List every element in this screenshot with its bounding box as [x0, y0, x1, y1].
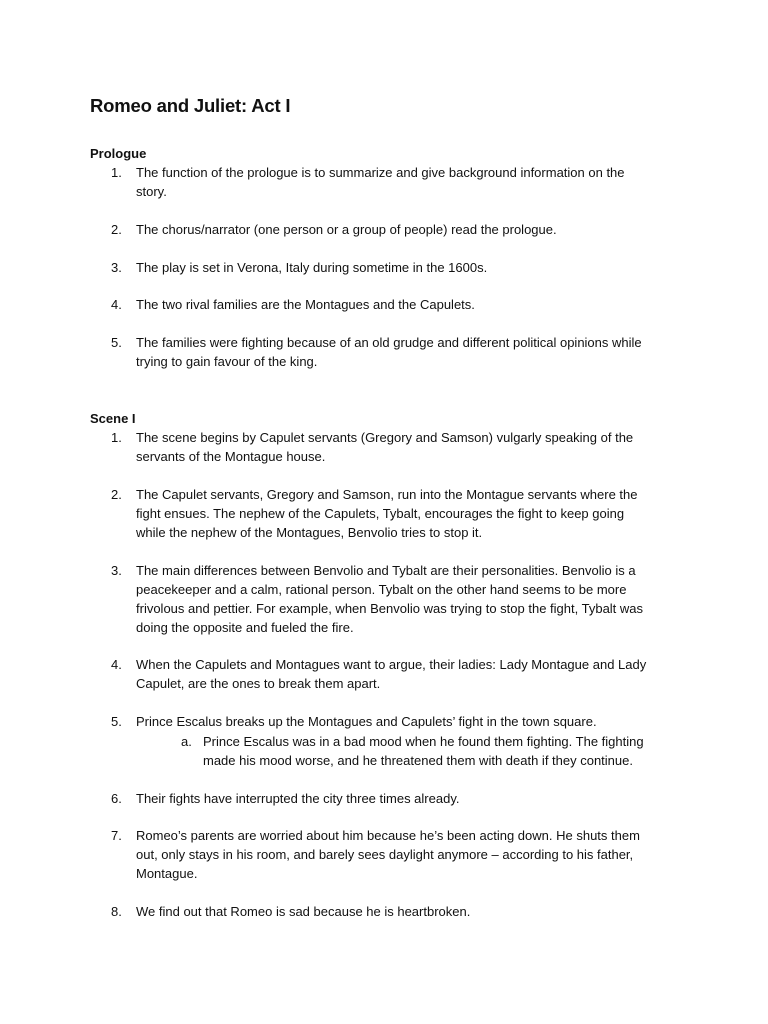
list-letter: a. [181, 734, 192, 749]
list-item-text [136, 561, 684, 637]
list-number: 1. [111, 165, 122, 180]
text-line: The scene begins by Capulet servants (Gregory and Samson) vulgarly speaking of the [136, 430, 634, 445]
text-line: The function of the prologue is to summarize and give background information on the [136, 165, 625, 180]
list-number: 5. [111, 335, 122, 350]
list-number: 5. [111, 714, 122, 729]
list-item-text [136, 258, 684, 277]
list-number: 2. [111, 222, 122, 237]
list-number: 4. [111, 657, 122, 672]
page-title: Romeo and Juliet: Act I [90, 95, 291, 116]
text-line: frivolous and pettier. For example, when Benvolio was trying to stop the fight, Tybalt was [136, 601, 644, 616]
list-number: 1. [111, 430, 122, 445]
text-line: while the nephew of the Montagues, Benvolio tries to stop it. [136, 525, 483, 540]
list-number: 7. [111, 828, 122, 843]
list-number: 6. [111, 791, 122, 806]
text-line: When the Capulets and Montagues want to argue, their ladies: Lady Montague and Lady [136, 657, 647, 672]
text-line: The play is set in Verona, Italy during sometime in the 1600s. [136, 260, 488, 275]
text-line: The Capulet servants, Gregory and Samson, run into the Montague servants where the [136, 487, 638, 502]
text-line: Their fights have interrupted the city three times already. [136, 791, 460, 806]
list-item-text [136, 333, 684, 371]
text-line: The families were fighting because of an old grudge and different political opinions while [136, 335, 642, 350]
text-line: fight ensues. The nephew of the Capulets, Tybalt, encourages the fight to keep going [136, 506, 625, 521]
text-line: story. [136, 184, 167, 199]
list-item-text [136, 655, 684, 693]
list-item-text [136, 712, 684, 731]
list-item-text [136, 789, 684, 808]
text-line: Montague. [136, 866, 198, 881]
list-item-text [203, 732, 683, 770]
list-item-text [136, 485, 684, 542]
text-line: peacekeeper and a calm, rational person. Tybalt on the other hand seems to be more [136, 582, 627, 597]
list-number: 4. [111, 297, 122, 312]
text-line: trying to gain favour of the king. [136, 354, 318, 369]
text-line: Capulet, are the ones to break them apart. [136, 676, 381, 691]
text-line: doing the opposite and fueled the fire. [136, 620, 354, 635]
list-item-text [136, 826, 684, 883]
text-line: out, only stays in his room, and barely sees daylight anymore – according to his father, [136, 847, 634, 862]
text-line: The chorus/narrator (one person or a group of people) read the prologue. [136, 222, 557, 237]
list-number: 2. [111, 487, 122, 502]
list-item-text [136, 902, 684, 921]
text-line: Romeo’s parents are worried about him because he’s been acting down. He shuts them [136, 828, 640, 843]
text-line: The main differences between Benvolio and Tybalt are their personalities. Benvolio is a [136, 563, 636, 578]
list-item-text [136, 295, 684, 314]
text-line: Prince Escalus breaks up the Montagues and Capulets’ fight in the town square. [136, 714, 597, 729]
section-heading-scene-1: Scene I [90, 411, 136, 426]
text-line: made his mood worse, and he threatened them with death if they continue. [203, 753, 633, 768]
list-number: 3. [111, 260, 122, 275]
list-item-text [136, 163, 684, 201]
text-line: The two rival families are the Montagues and the Capulets. [136, 297, 475, 312]
list-item-text [136, 220, 684, 239]
list-number: 8. [111, 904, 122, 919]
list-item-text [136, 428, 684, 466]
text-line: We find out that Romeo is sad because he is heartbroken. [136, 904, 471, 919]
text-line: servants of the Montague house. [136, 449, 326, 464]
section-heading-prologue: Prologue [90, 146, 147, 161]
list-number: 3. [111, 563, 122, 578]
text-line: Prince Escalus was in a bad mood when he found them fighting. The fighting [203, 734, 644, 749]
